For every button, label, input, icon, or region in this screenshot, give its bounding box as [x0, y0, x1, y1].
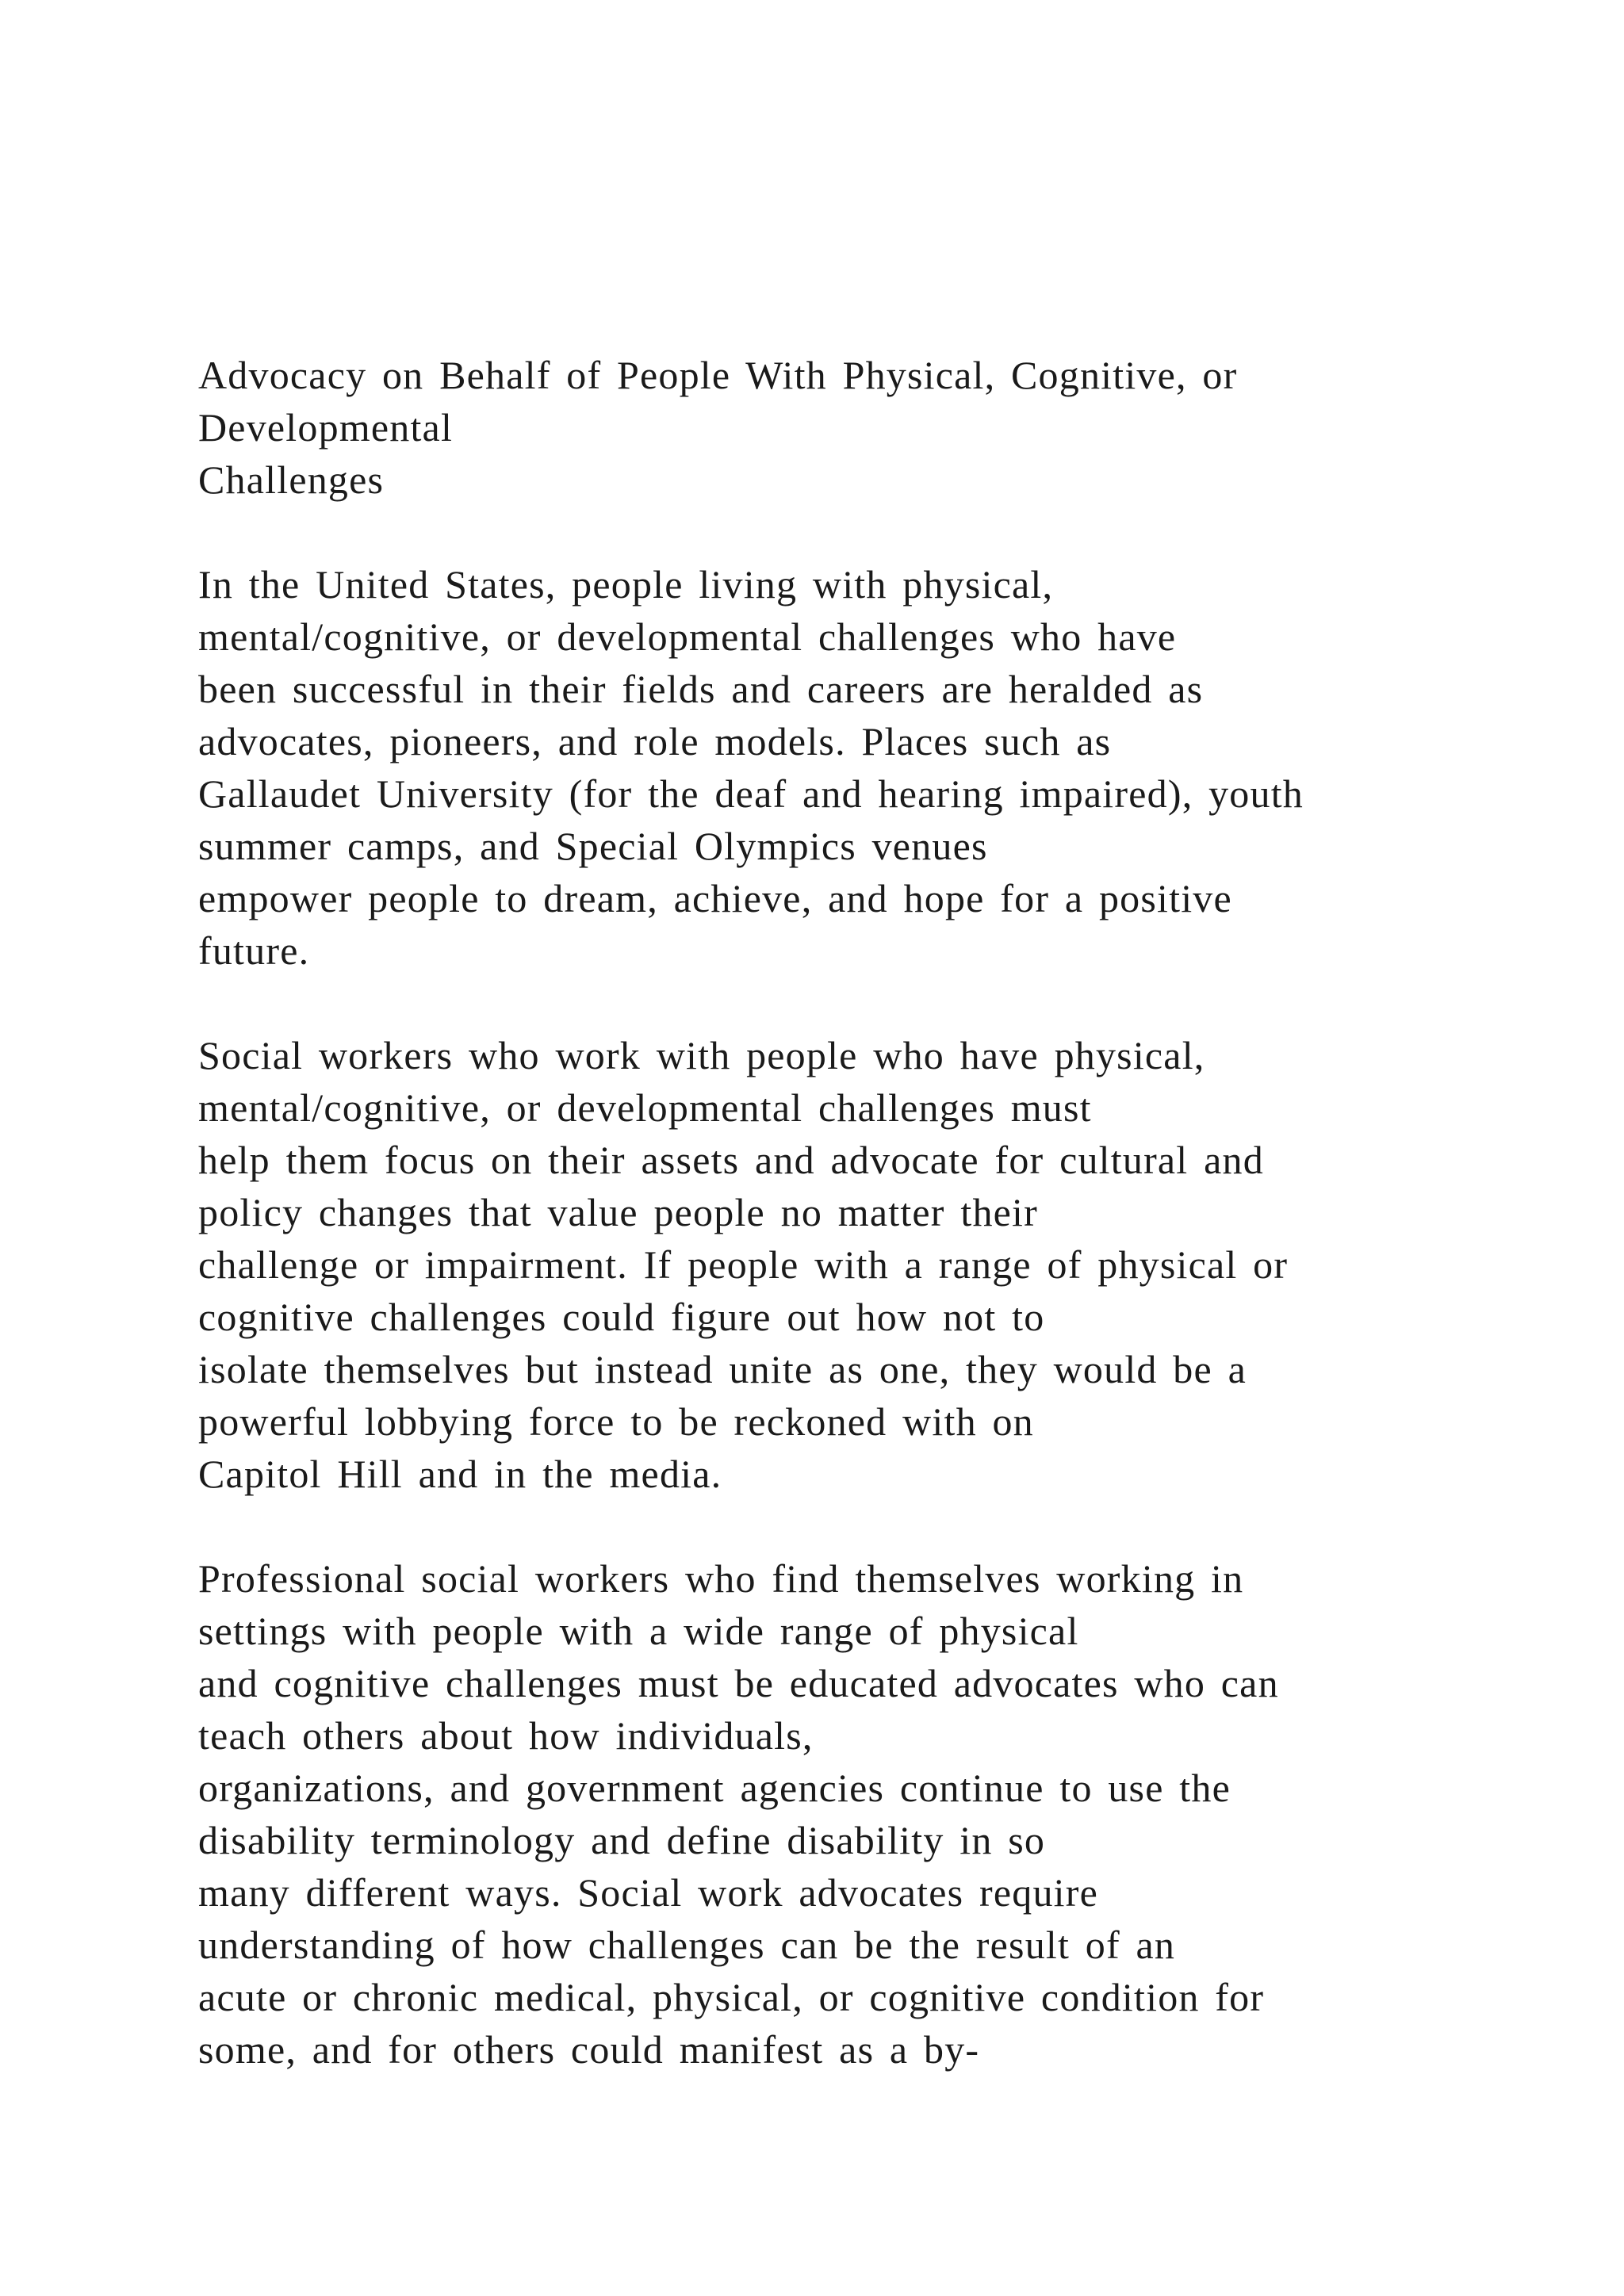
document-title [198, 349, 1483, 506]
title-line: Challenges [198, 457, 385, 502]
paragraph-line: advocates, pioneers, and role models. Places such as [198, 719, 1112, 763]
paragraph-line: understanding of how challenges can be the result of an [198, 1923, 1176, 1967]
paragraph-2 [198, 1029, 1483, 1500]
paragraph-line: Professional social workers who find themselves working in [198, 1556, 1244, 1601]
paragraph-line: help them focus on their assets and advocate for cultural and [198, 1138, 1264, 1182]
paragraph-line: future. [198, 928, 310, 973]
paragraph-line: policy changes that value people no matter their [198, 1190, 1038, 1234]
paragraph-line: some, and for others could manifest as a by- [198, 2027, 980, 2072]
paragraph-line: acute or chronic medical, physical, or cognitive condition for [198, 1975, 1265, 2019]
paragraph-line: Capitol Hill and in the media. [198, 1452, 722, 1496]
paragraph-line: summer camps, and Special Olympics venues [198, 824, 988, 868]
paragraph-line: isolate themselves but instead unite as one, they would be a [198, 1347, 1247, 1391]
paragraph-3 [198, 1552, 1483, 2076]
paragraph-line: disability terminology and define disability in so [198, 1818, 1046, 1862]
paragraph-line: organizations, and government agencies continue to use the [198, 1766, 1231, 1810]
paragraph-1 [198, 558, 1483, 977]
paragraph-line: mental/cognitive, or developmental challenges must [198, 1085, 1092, 1130]
paragraph-line: Gallaudet University (for the deaf and hearing impaired), youth [198, 771, 1304, 816]
paragraph-gap [198, 977, 1483, 1029]
paragraph-line: many different ways. Social work advocates require [198, 1870, 1098, 1915]
paragraph-line: powerful lobbying force to be reckoned with on [198, 1399, 1034, 1444]
document-body [198, 349, 1483, 2076]
paragraph-line: empower people to dream, achieve, and hope for a positive [198, 876, 1232, 920]
paragraph-gap [198, 1500, 1483, 1552]
title-line: Advocacy on Behalf of People With Physical, Cognitive, or [198, 353, 1238, 397]
paragraph-line: settings with people with a wide range of physical [198, 1609, 1079, 1653]
paragraph-line: Social workers who work with people who have physical, [198, 1033, 1205, 1077]
paragraph-line: cognitive challenges could figure out how not to [198, 1295, 1045, 1339]
paragraph-gap [198, 506, 1483, 558]
paragraph-line: been successful in their fields and careers are heralded as [198, 667, 1204, 711]
paragraph-line: teach others about how individuals, [198, 1713, 814, 1758]
paragraph-line: challenge or impairment. If people with a range of physical or [198, 1242, 1289, 1287]
title-line: Developmental [198, 405, 454, 450]
paragraph-line: and cognitive challenges must be educated advocates who can [198, 1661, 1279, 1705]
paragraph-line: mental/cognitive, or developmental challenges who have [198, 614, 1177, 659]
paragraph-line: In the United States, people living with physical, [198, 562, 1054, 607]
